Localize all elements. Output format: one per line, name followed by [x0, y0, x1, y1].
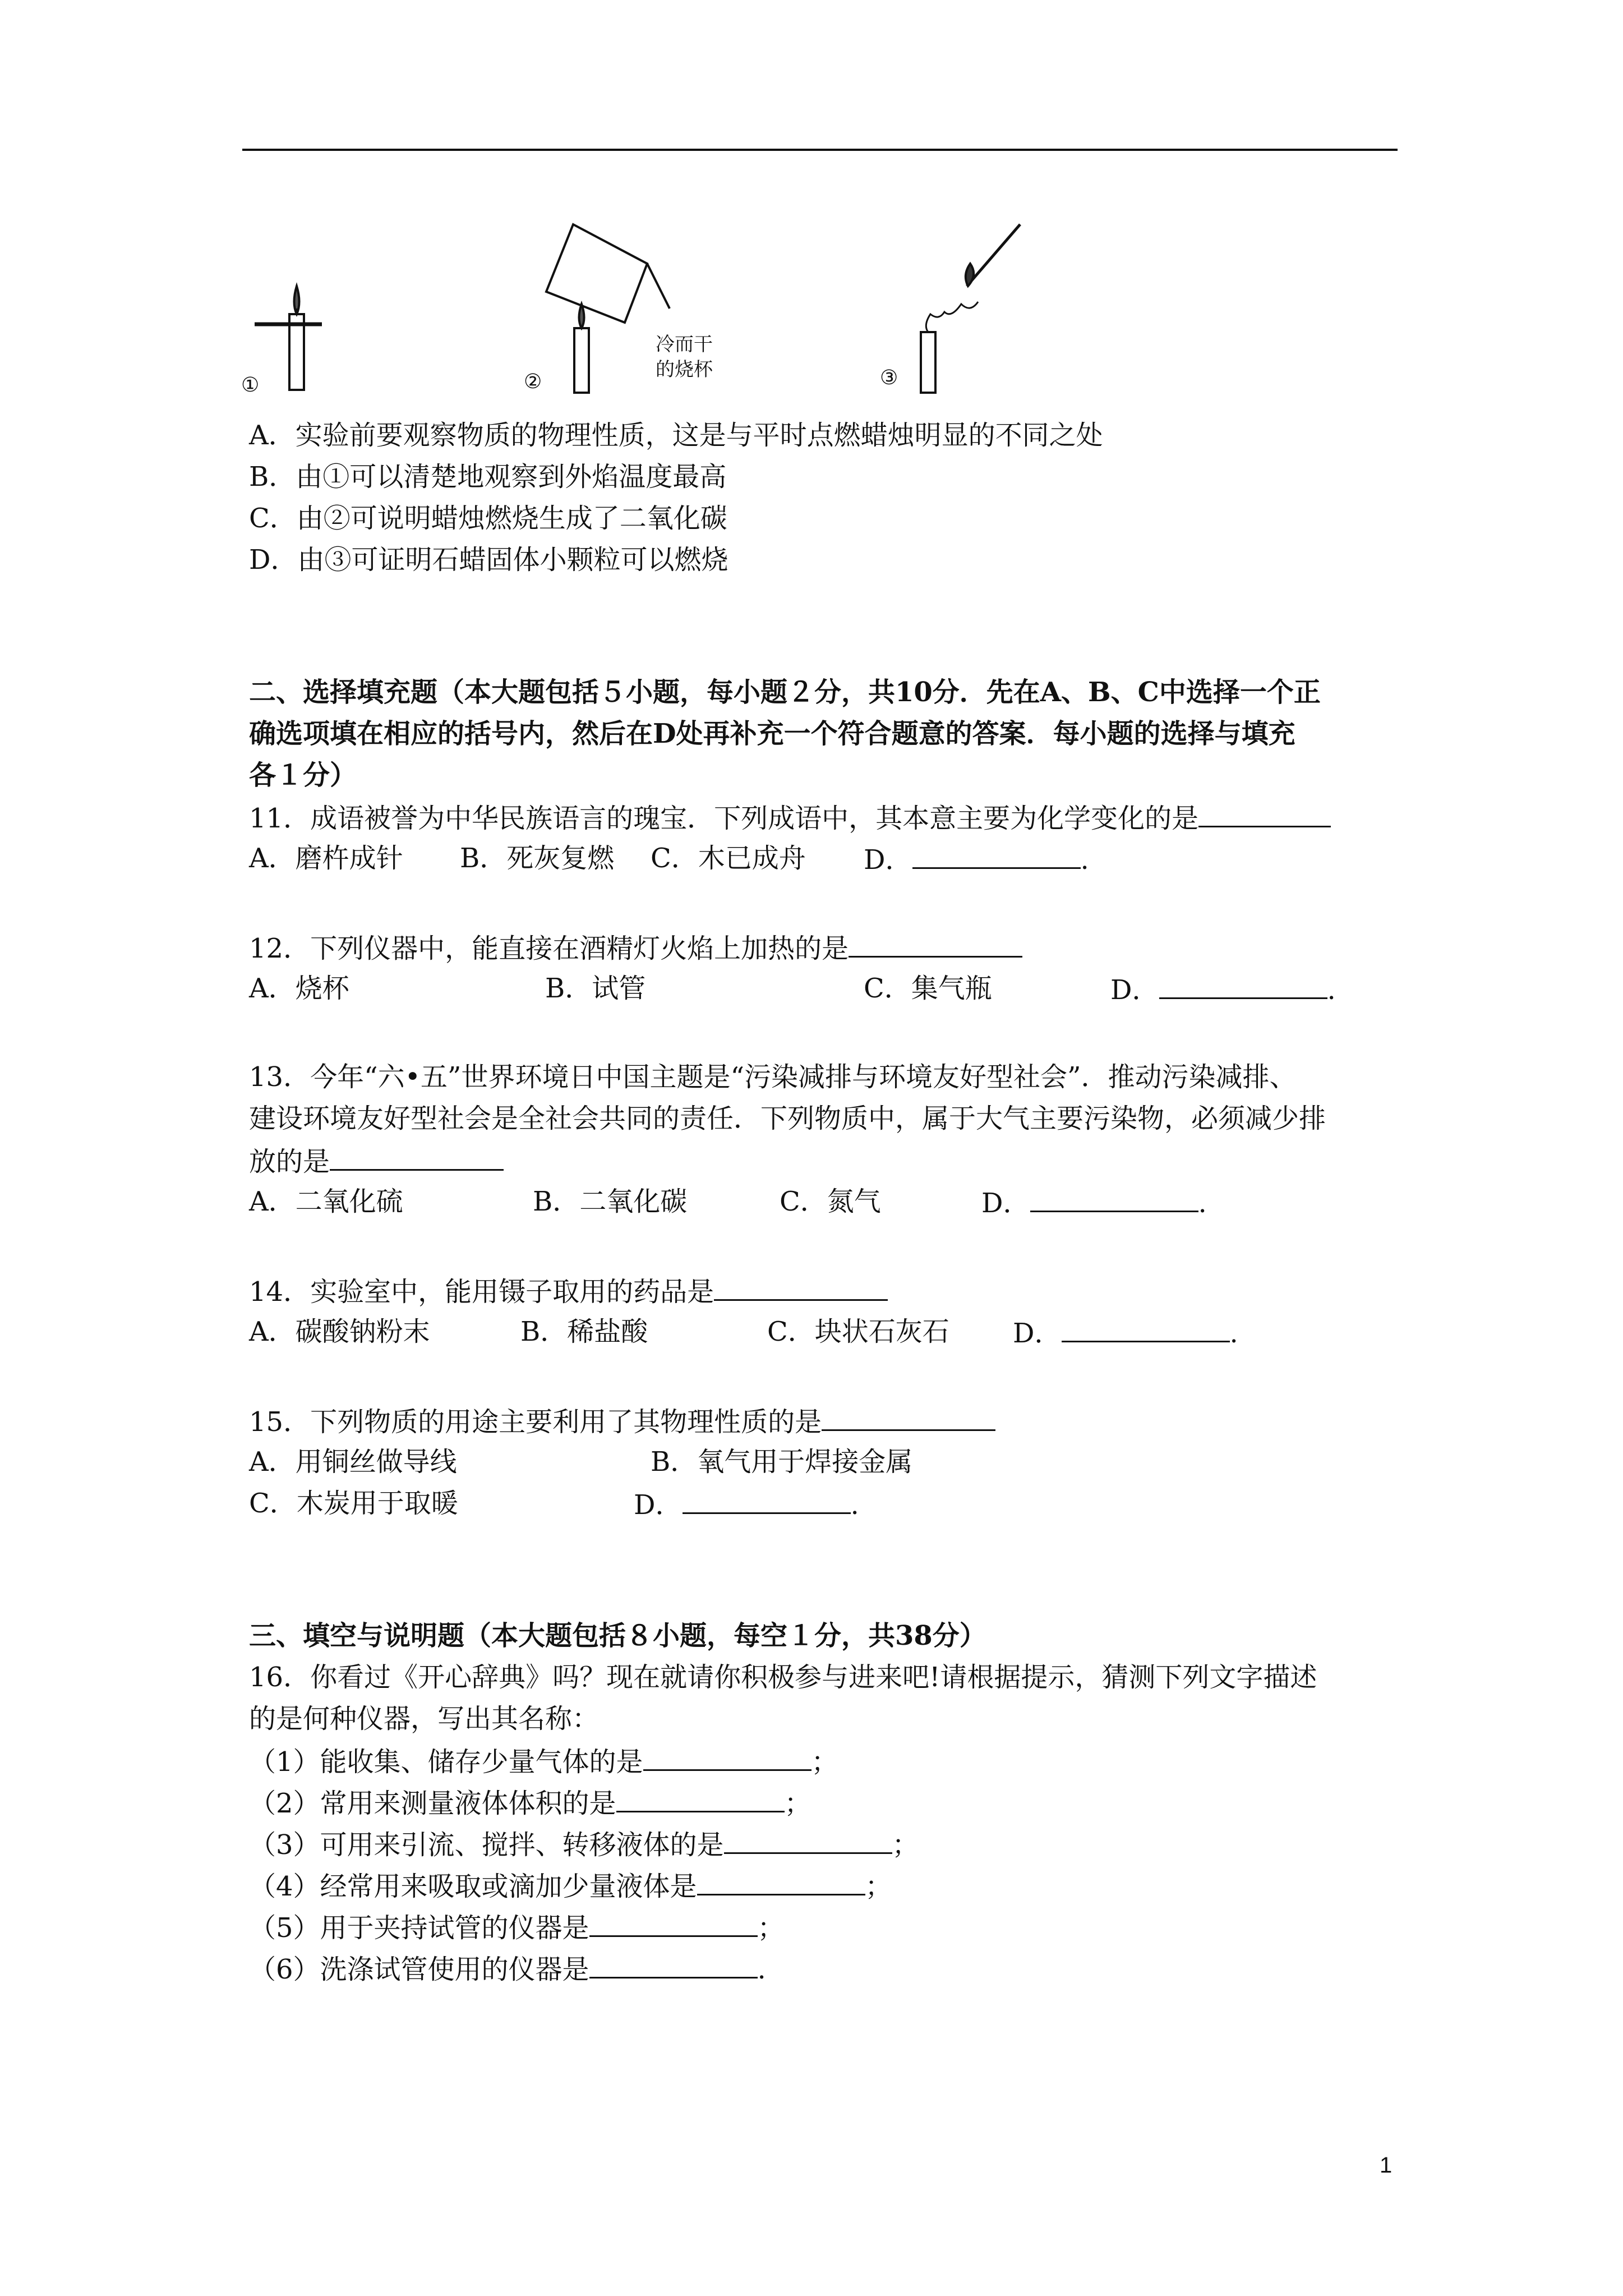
q16-item-2-blank[interactable] — [616, 1782, 785, 1812]
beaker-note-line1: 冷而干 — [656, 333, 713, 356]
figure-label-1: ① — [241, 374, 260, 397]
q14-answer-blank[interactable] — [714, 1270, 888, 1301]
q11-option-a: A．磨杵成针 — [249, 843, 403, 874]
q10-option-d: D．由③可证明石蜡固体小颗粒可以燃烧 — [249, 544, 728, 576]
beaker-note-line2: 的烧杯 — [656, 358, 713, 381]
q16-item-6: （6）洗涤试管使用的仪器是 . — [249, 1948, 766, 1990]
q16-item-1-blank[interactable] — [643, 1740, 811, 1771]
q10-option-a: A．实验前要观察物质的物理性质，这是与平时点燃蜡烛明显的不同之处 — [249, 420, 1103, 451]
q11-option-d: D． . — [864, 838, 1089, 880]
q14-stem: 14．实验室中，能用镊子取用的药品是 — [249, 1270, 888, 1312]
q14-option-a: A．碳酸钠粉末 — [249, 1316, 430, 1347]
q15-stem: 15．下列物质的用途主要利用了其物理性质的是 — [249, 1400, 995, 1442]
q13-option-b: B．二氧化碳 — [533, 1186, 688, 1217]
q15-option-b: B．氧气用于焊接金属 — [651, 1446, 913, 1478]
section2-heading-line3: 各１分） — [249, 760, 357, 791]
q11-answer-blank[interactable] — [1198, 797, 1331, 827]
candle-3-illustration — [921, 224, 1020, 393]
q13-option-d: D． . — [981, 1181, 1207, 1223]
q15-option-c: C．木炭用于取暖 — [249, 1488, 458, 1519]
q16-item-5: （5）用于夹持试管的仪器是 ； — [249, 1906, 785, 1948]
q15-option-d-blank[interactable] — [683, 1483, 851, 1514]
candle-2-illustration — [546, 224, 670, 393]
q15-option-d: D． . — [634, 1483, 859, 1525]
q11-option-b: B．死灰复燃 — [460, 843, 615, 874]
q15-option-a: A．用铜丝做导线 — [249, 1446, 457, 1478]
figure-label-2: ② — [524, 370, 542, 393]
q12-option-d-blank[interactable] — [1159, 968, 1327, 999]
q12-stem: 12．下列仪器中，能直接在酒精灯火焰上加热的是 — [249, 927, 1022, 969]
q12-answer-blank[interactable] — [849, 927, 1022, 958]
q13-answer-blank[interactable] — [330, 1140, 504, 1171]
candle-experiment-figure — [243, 202, 1051, 398]
q16-line2: 的是何种仪器，写出其名称： — [249, 1703, 600, 1734]
q10-option-b: B．由①可以清楚地观察到外焰温度最高 — [249, 461, 727, 493]
page-number: 1 — [1380, 2153, 1393, 2178]
q11-option-c: C．木已成舟 — [651, 843, 806, 874]
q10-option-c: C．由②可说明蜡烛燃烧生成了二氧化碳 — [249, 503, 727, 534]
section2-heading-line2: 确选项填在相应的括号内，然后在D处再补充一个符合题意的答案．每小题的选择与填充 — [249, 718, 1295, 749]
q16-item-4-blank[interactable] — [697, 1865, 865, 1895]
header-rule — [242, 149, 1398, 151]
figure-label-3: ③ — [880, 366, 898, 389]
q13-line3: 放的是 — [249, 1140, 504, 1182]
q12-option-c: C．集气瓶 — [864, 973, 992, 1004]
section3-heading: 三、填空与说明题（本大题包括８小题，每空１分，共38分） — [249, 1620, 986, 1651]
q13-option-a: A．二氧化硫 — [249, 1186, 403, 1217]
candle-1-illustration — [255, 286, 322, 390]
q16-item-5-blank[interactable] — [589, 1906, 758, 1937]
q16-item-3-blank[interactable] — [724, 1823, 892, 1854]
q14-option-c: C．块状石灰石 — [767, 1316, 949, 1347]
q13-line2: 建设环境友好型社会是全社会共同的责任．下列物质中，属于大气主要污染物，必须减少排 — [249, 1103, 1326, 1134]
q14-option-d: D． . — [1013, 1312, 1238, 1354]
section2-heading-line1: 二、选择填充题（本大题包括５小题，每小题２分，共10分．先在A、B、C中选择一个正 — [249, 677, 1321, 708]
q14-option-d-blank[interactable] — [1062, 1312, 1230, 1342]
q11-option-d-blank[interactable] — [912, 838, 1081, 869]
q13-line1: 13．今年“六•五”世界环境日中国主题是“污染减排与环境友好型社会”．推动污染减排、 — [249, 1061, 1297, 1093]
q16-item-3: （3）可用来引流、搅拌、转移液体的是 ； — [249, 1823, 919, 1865]
q16-item-1: （1）能收集、储存少量气体的是 ； — [249, 1740, 838, 1782]
q14-option-b: B．稀盐酸 — [520, 1316, 648, 1347]
q13-option-c: C．氮气 — [780, 1186, 881, 1217]
q15-answer-blank[interactable] — [822, 1400, 995, 1431]
q12-option-d: D． . — [1110, 968, 1336, 1010]
q12-option-b: B．试管 — [545, 973, 646, 1004]
q16-item-6-blank[interactable] — [589, 1948, 758, 1978]
q13-option-d-blank[interactable] — [1030, 1181, 1198, 1212]
q11-stem: 11．成语被誉为中华民族语言的瑰宝．下列成语中，其本意主要为化学变化的是 — [249, 797, 1331, 839]
q16-item-2: （2）常用来测量液体体积的是 ； — [249, 1782, 811, 1824]
q16-line1: 16．你看过《开心辞典》吗？现在就请你积极参与进来吧!请根据提示，猜测下列文字描述 — [249, 1662, 1317, 1693]
q16-item-4: （4）经常用来吸取或滴加少量液体是 ； — [249, 1865, 892, 1907]
q12-option-a: A．烧杯 — [249, 973, 349, 1004]
